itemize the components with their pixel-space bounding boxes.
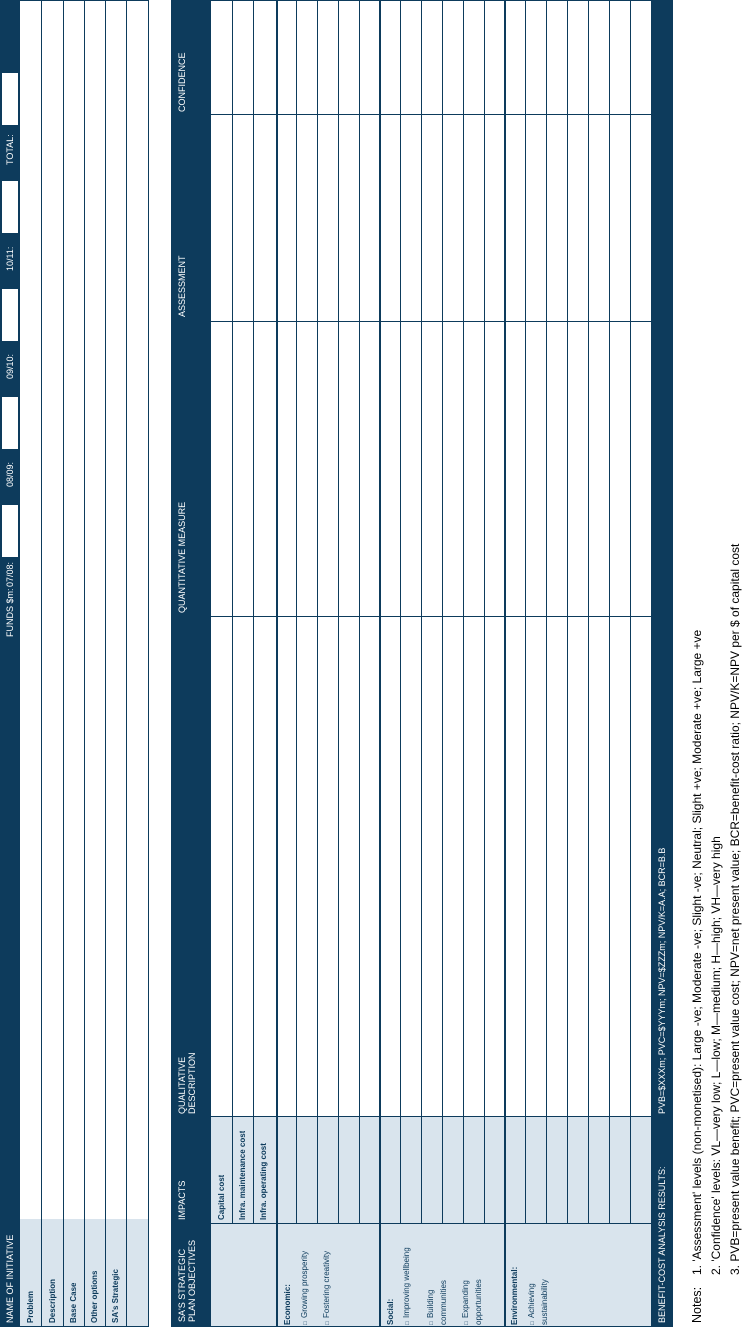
funds-label: FUNDS $m:	[5, 588, 15, 637]
qualitative-header: QUALITATIVE DESCRIPTION	[177, 1052, 197, 1114]
note-2: 2. 'Confidence' levels: VL—very low; L—low; M—medium; H—high; VH—very high	[709, 836, 723, 1275]
funds-box-4[interactable]	[2, 181, 18, 233]
row-problem: Problem	[26, 1290, 35, 1323]
year-label-total: TOTAL:	[5, 134, 15, 165]
objectives-header: SA'S STRATEGIC PLAN OBJECTIVES	[177, 1239, 197, 1322]
note-1: 1. 'Assessment' levels (non-monetised): Large -ve; Moderate -ve; Slight -ve; Neutral; Slight +ve; Moderate +ve; Large +ve	[690, 629, 704, 1275]
assessment-header: ASSESSMENT	[177, 255, 187, 317]
cost-operating: Infra. operating cost	[259, 1143, 268, 1220]
social-item-3: □ Expanding opportunities	[460, 1261, 484, 1325]
row-description: Description	[48, 1278, 57, 1323]
main-header-band	[171, 0, 211, 1327]
funds-box-1[interactable]	[2, 505, 18, 557]
social-title: Social:	[386, 1298, 395, 1325]
social-item-2: □ Building communities	[425, 1265, 449, 1325]
row-base-case: Base Case	[69, 1282, 78, 1323]
economic-title: Economic:	[283, 1284, 292, 1325]
confidence-header: CONFIDENCE	[177, 52, 187, 112]
initiative-name-label: NAME OF INITIATIVE	[5, 1234, 15, 1323]
quantitative-header: QUANTITATIVE MEASURE	[177, 501, 187, 613]
year-label-1011: 10/11:	[5, 246, 15, 271]
row-other-options: Other options	[90, 1270, 99, 1323]
funds-box-2[interactable]	[2, 397, 18, 449]
funds-box-5[interactable]	[2, 73, 18, 125]
year-label-0910: 09/10:	[5, 353, 15, 379]
economic-item-1: □ Growing prosperity	[300, 1251, 309, 1325]
economic-item-2: □ Fostering creativity	[322, 1251, 331, 1325]
impacts-header: IMPACTS	[177, 1180, 187, 1220]
results-band	[651, 0, 673, 1327]
funds-box-3[interactable]	[2, 289, 18, 341]
row-sas-strategic: SA's Strategic	[111, 1269, 120, 1323]
social-item-1: □ Improving wellbeing	[402, 1247, 411, 1325]
cost-maintenance: Infra. maintenance cost	[238, 1130, 247, 1220]
notes-label: Notes:	[690, 1286, 704, 1323]
note-3: 3. PVB=present value benefit; PVC=present value cost; NPV=net present value; BCR=benefit-cost ratio; NPV/K=NPV per $ of capital cost	[728, 543, 742, 1275]
year-label-0809: 08/09:	[5, 461, 15, 487]
environmental-title: Environmental:	[510, 1266, 519, 1325]
results-label: BENEFIT-COST ANALYSIS RESULTS:	[657, 1166, 667, 1323]
cost-capital: Capital cost	[217, 1174, 226, 1220]
environmental-item-1: □ Achieving sustainability	[526, 1261, 550, 1325]
year-label-0708: 07/08:	[5, 561, 15, 587]
results-values: PVB=$XXXm; PVC=$YYYm; NPV=$ZZZm; NPV/K=A.A; BCR=B.B	[657, 847, 667, 1114]
